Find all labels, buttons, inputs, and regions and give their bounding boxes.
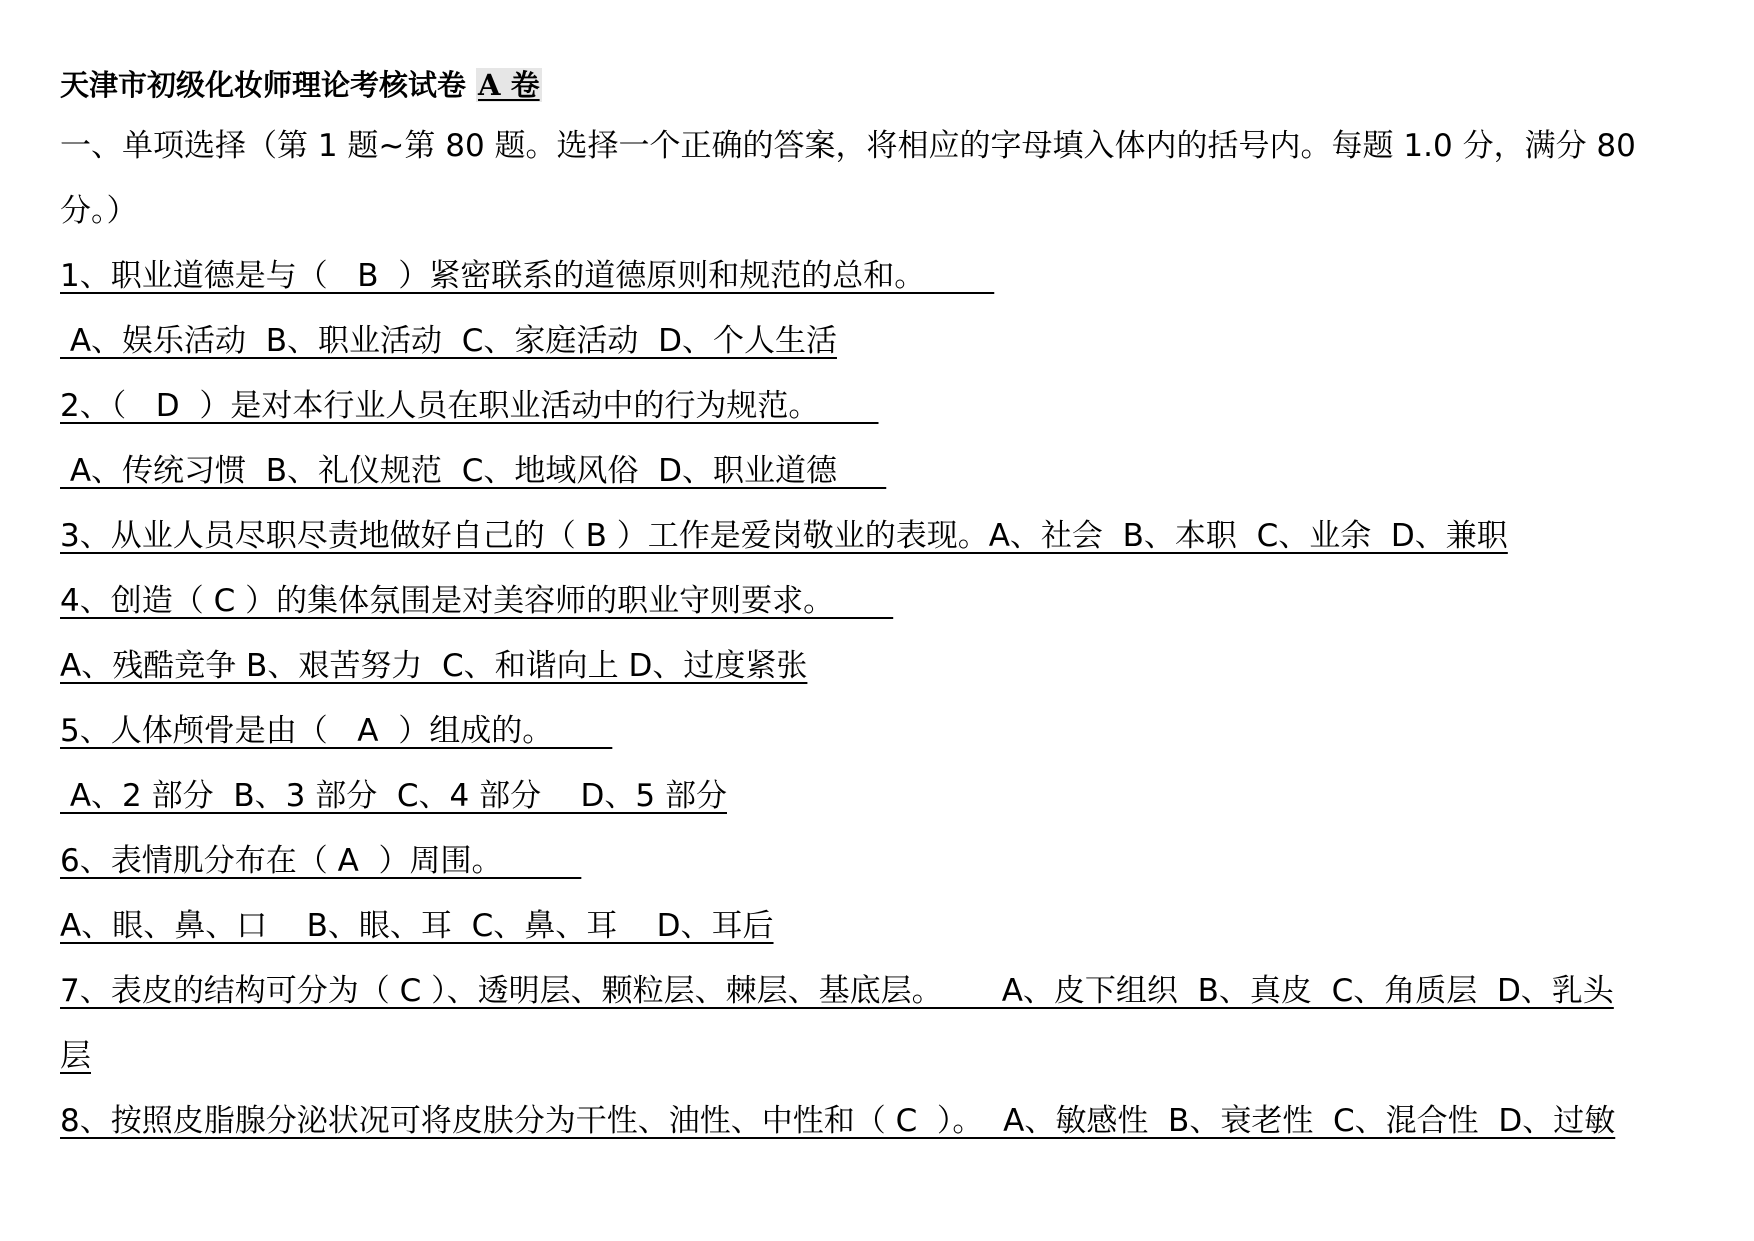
- question-1: [60, 244, 1730, 309]
- question-2-options: [60, 439, 1730, 504]
- question-4-text: 4、创造（ C ）的集体氛围是对美容师的职业守则要求。: [60, 583, 894, 619]
- question-4: [60, 569, 1730, 634]
- question-8: [60, 1089, 1730, 1154]
- section-heading: [60, 114, 1730, 179]
- question-4-options: [60, 634, 1730, 699]
- question-4-options-text: A、残酷竞争 B、艰苦努力 C、和谐向上 D、过度紧张: [60, 648, 808, 684]
- question-3: [60, 504, 1730, 569]
- section-heading-continuation: [60, 179, 1730, 244]
- section-heading-text-cont: 分。）: [60, 193, 138, 229]
- exam-version-badge: A 卷: [478, 68, 540, 102]
- question-7-continuation: [60, 1024, 1730, 1089]
- question-3-text: 3、从业人员尽职尽责地做好自己的（ B ）工作是爱岗敬业的表现。A、社会 B、本职 C、业余 D、兼职: [60, 518, 1508, 554]
- question-6: [60, 829, 1730, 894]
- question-6-text: 6、表情肌分布在（ A ）周围。: [60, 843, 582, 879]
- question-5: [60, 699, 1730, 764]
- question-5-text: 5、人体颅骨是由（ A ）组成的。: [60, 713, 613, 749]
- question-1-text: 1、职业道德是与（ B ）紧密联系的道德原则和规范的总和。: [60, 258, 995, 294]
- question-1-options: [60, 309, 1730, 374]
- question-1-options-text: A、娱乐活动 B、职业活动 C、家庭活动 D、个人生活: [60, 323, 837, 359]
- question-2-options-text: A、传统习惯 B、礼仪规范 C、地域风俗 D、职业道德: [60, 453, 887, 489]
- question-6-options: [60, 894, 1730, 959]
- question-2: [60, 374, 1730, 439]
- question-5-options-text: A、2 部分 B、3 部分 C、4 部分 D、5 部分: [60, 778, 727, 814]
- exam-title: 天津市初级化妆师理论考核试卷: [60, 68, 467, 102]
- question-6-options-text: A、眼、鼻、口 B、眼、耳 C、鼻、耳 D、耳后: [60, 908, 774, 944]
- question-7-continuation-text: 层: [60, 1038, 91, 1074]
- question-2-text: 2、（ D ）是对本行业人员在职业活动中的行为规范。: [60, 388, 879, 424]
- question-7: [60, 959, 1730, 1024]
- question-5-options: [60, 764, 1730, 829]
- exam-title-line: [60, 56, 1730, 114]
- section-heading-text: 一、单项选择（第 1 题~第 80 题。选择一个正确的答案，将相应的字母填入体内的括号内。每题 1.0 分，满分 80: [60, 128, 1636, 164]
- question-7-text: 7、表皮的结构可分为（ C ）、透明层、颗粒层、棘层、基底层。 A、皮下组织 B、真皮 C、角质层 D、乳头: [60, 973, 1614, 1009]
- exam-page: [60, 56, 1730, 1154]
- question-8-text: 8、按照皮脂腺分泌状况可将皮肤分为干性、油性、中性和（ C ）。 A、敏感性 B、衰老性 C、混合性 D、过敏: [60, 1103, 1616, 1139]
